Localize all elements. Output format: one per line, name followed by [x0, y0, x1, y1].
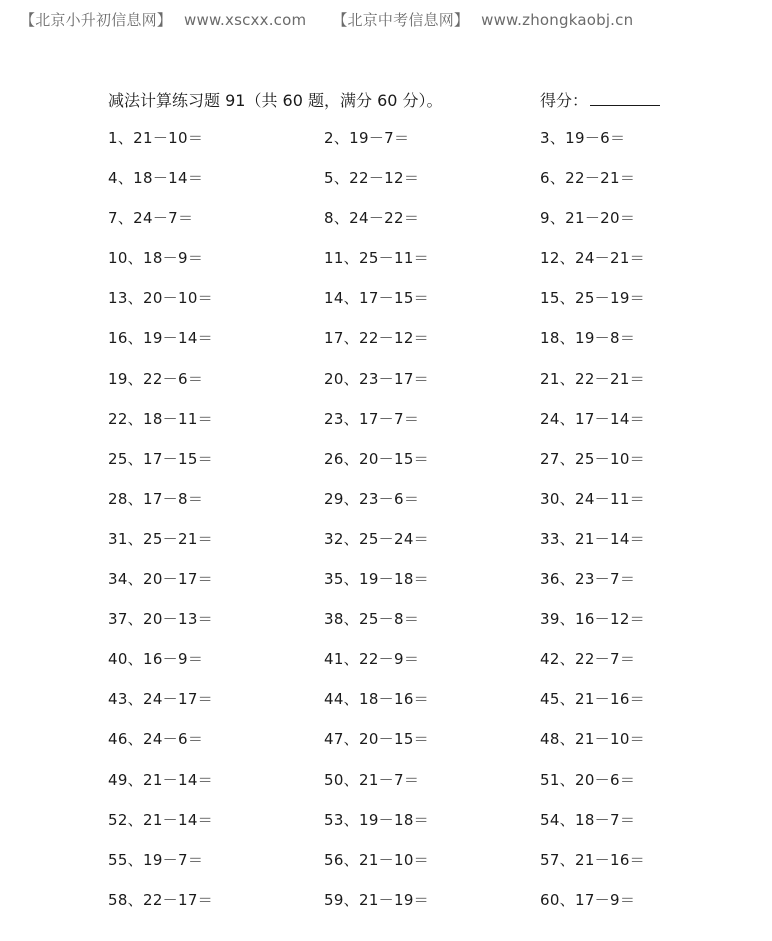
problem-item: 16、19－14＝	[108, 329, 213, 348]
problem-item: 45、21－16＝	[540, 690, 645, 709]
problem-item: 4、18－14＝	[108, 169, 204, 188]
problem-item: 57、21－16＝	[540, 850, 645, 869]
problem-item: 9、21－20＝	[540, 209, 636, 228]
problem-item: 40、16－9＝	[108, 650, 204, 669]
worksheet-title: 减法计算练习题 91（共 60 题，满分 60 分）。	[108, 91, 443, 110]
problem-item: 36、23－7＝	[540, 570, 636, 589]
problem-item: 1、21－10＝	[108, 129, 204, 147]
worksheet-title-row	[108, 88, 668, 112]
problem-item: 39、16－12＝	[540, 610, 645, 629]
problem-item: 47、20－15＝	[324, 730, 429, 749]
problem-item: 60、17－9＝	[540, 890, 636, 909]
problem-item: 17、22－12＝	[324, 329, 429, 348]
problem-item: 32、25－24＝	[324, 529, 429, 548]
problem-item: 53、19－18＝	[324, 810, 429, 829]
problem-item: 21、22－21＝	[540, 369, 645, 388]
problem-item: 13、20－10＝	[108, 289, 213, 308]
problem-item: 15、25－19＝	[540, 289, 645, 308]
problem-item: 23、17－7＝	[324, 409, 420, 428]
problem-item: 37、20－13＝	[108, 610, 213, 629]
problem-item: 20、23－17＝	[324, 369, 429, 388]
score-label: 得分：	[540, 91, 589, 110]
site1-name: 【北京小升初信息网】	[20, 11, 173, 29]
problem-item: 51、20－6＝	[540, 770, 636, 789]
problem-item: 50、21－7＝	[324, 770, 420, 789]
problem-item: 19、22－6＝	[108, 369, 204, 388]
problem-item: 27、25－10＝	[540, 449, 645, 468]
problem-item: 25、17－15＝	[108, 449, 213, 468]
problem-item: 28、17－8＝	[108, 489, 204, 508]
site2-url[interactable]: www.zhongkaobj.cn	[481, 11, 634, 29]
problem-item: 5、22－12＝	[324, 169, 420, 188]
site1-url[interactable]: www.xscxx.com	[184, 11, 307, 29]
problem-item: 41、22－9＝	[324, 650, 420, 669]
problem-grid	[108, 126, 668, 928]
problem-item: 10、18－9＝	[108, 249, 204, 268]
problem-item: 7、24－7＝	[108, 209, 194, 228]
problem-item: 12、24－21＝	[540, 249, 645, 268]
problem-item: 49、21－14＝	[108, 770, 213, 789]
problem-item: 44、18－16＝	[324, 690, 429, 709]
problem-item: 35、19－18＝	[324, 570, 429, 589]
problem-item: 55、19－7＝	[108, 850, 204, 869]
score-blank-line[interactable]	[590, 89, 660, 106]
problem-item: 24、17－14＝	[540, 409, 645, 428]
problem-item: 26、20－15＝	[324, 449, 429, 468]
problem-item: 14、17－15＝	[324, 289, 429, 308]
problem-item: 58、22－17＝	[108, 890, 213, 909]
problem-item: 3、19－6＝	[540, 129, 626, 147]
problem-item: 54、18－7＝	[540, 810, 636, 829]
problem-item: 59、21－19＝	[324, 890, 429, 909]
problem-item: 22、18－11＝	[108, 409, 213, 428]
page-header	[20, 9, 633, 30]
problem-item: 48、21－10＝	[540, 730, 645, 749]
problem-item: 56、21－10＝	[324, 850, 429, 869]
score-field	[540, 88, 660, 111]
problem-item: 2、19－7＝	[324, 129, 410, 147]
problem-item: 38、25－8＝	[324, 610, 420, 629]
problem-item: 18、19－8＝	[540, 329, 636, 348]
problem-item: 43、24－17＝	[108, 690, 213, 709]
problem-item: 6、22－21＝	[540, 169, 636, 188]
problem-item: 31、25－21＝	[108, 529, 213, 548]
problem-item: 30、24－11＝	[540, 489, 645, 508]
problem-item: 42、22－7＝	[540, 650, 636, 669]
problem-item: 29、23－6＝	[324, 489, 420, 508]
problem-item: 33、21－14＝	[540, 529, 645, 548]
problem-item: 8、24－22＝	[324, 209, 420, 228]
problem-item: 34、20－17＝	[108, 570, 213, 589]
problem-item: 52、21－14＝	[108, 810, 213, 829]
problem-item: 46、24－6＝	[108, 730, 204, 749]
site2-name: 【北京中考信息网】	[332, 11, 470, 29]
problem-item: 11、25－11＝	[324, 249, 429, 268]
